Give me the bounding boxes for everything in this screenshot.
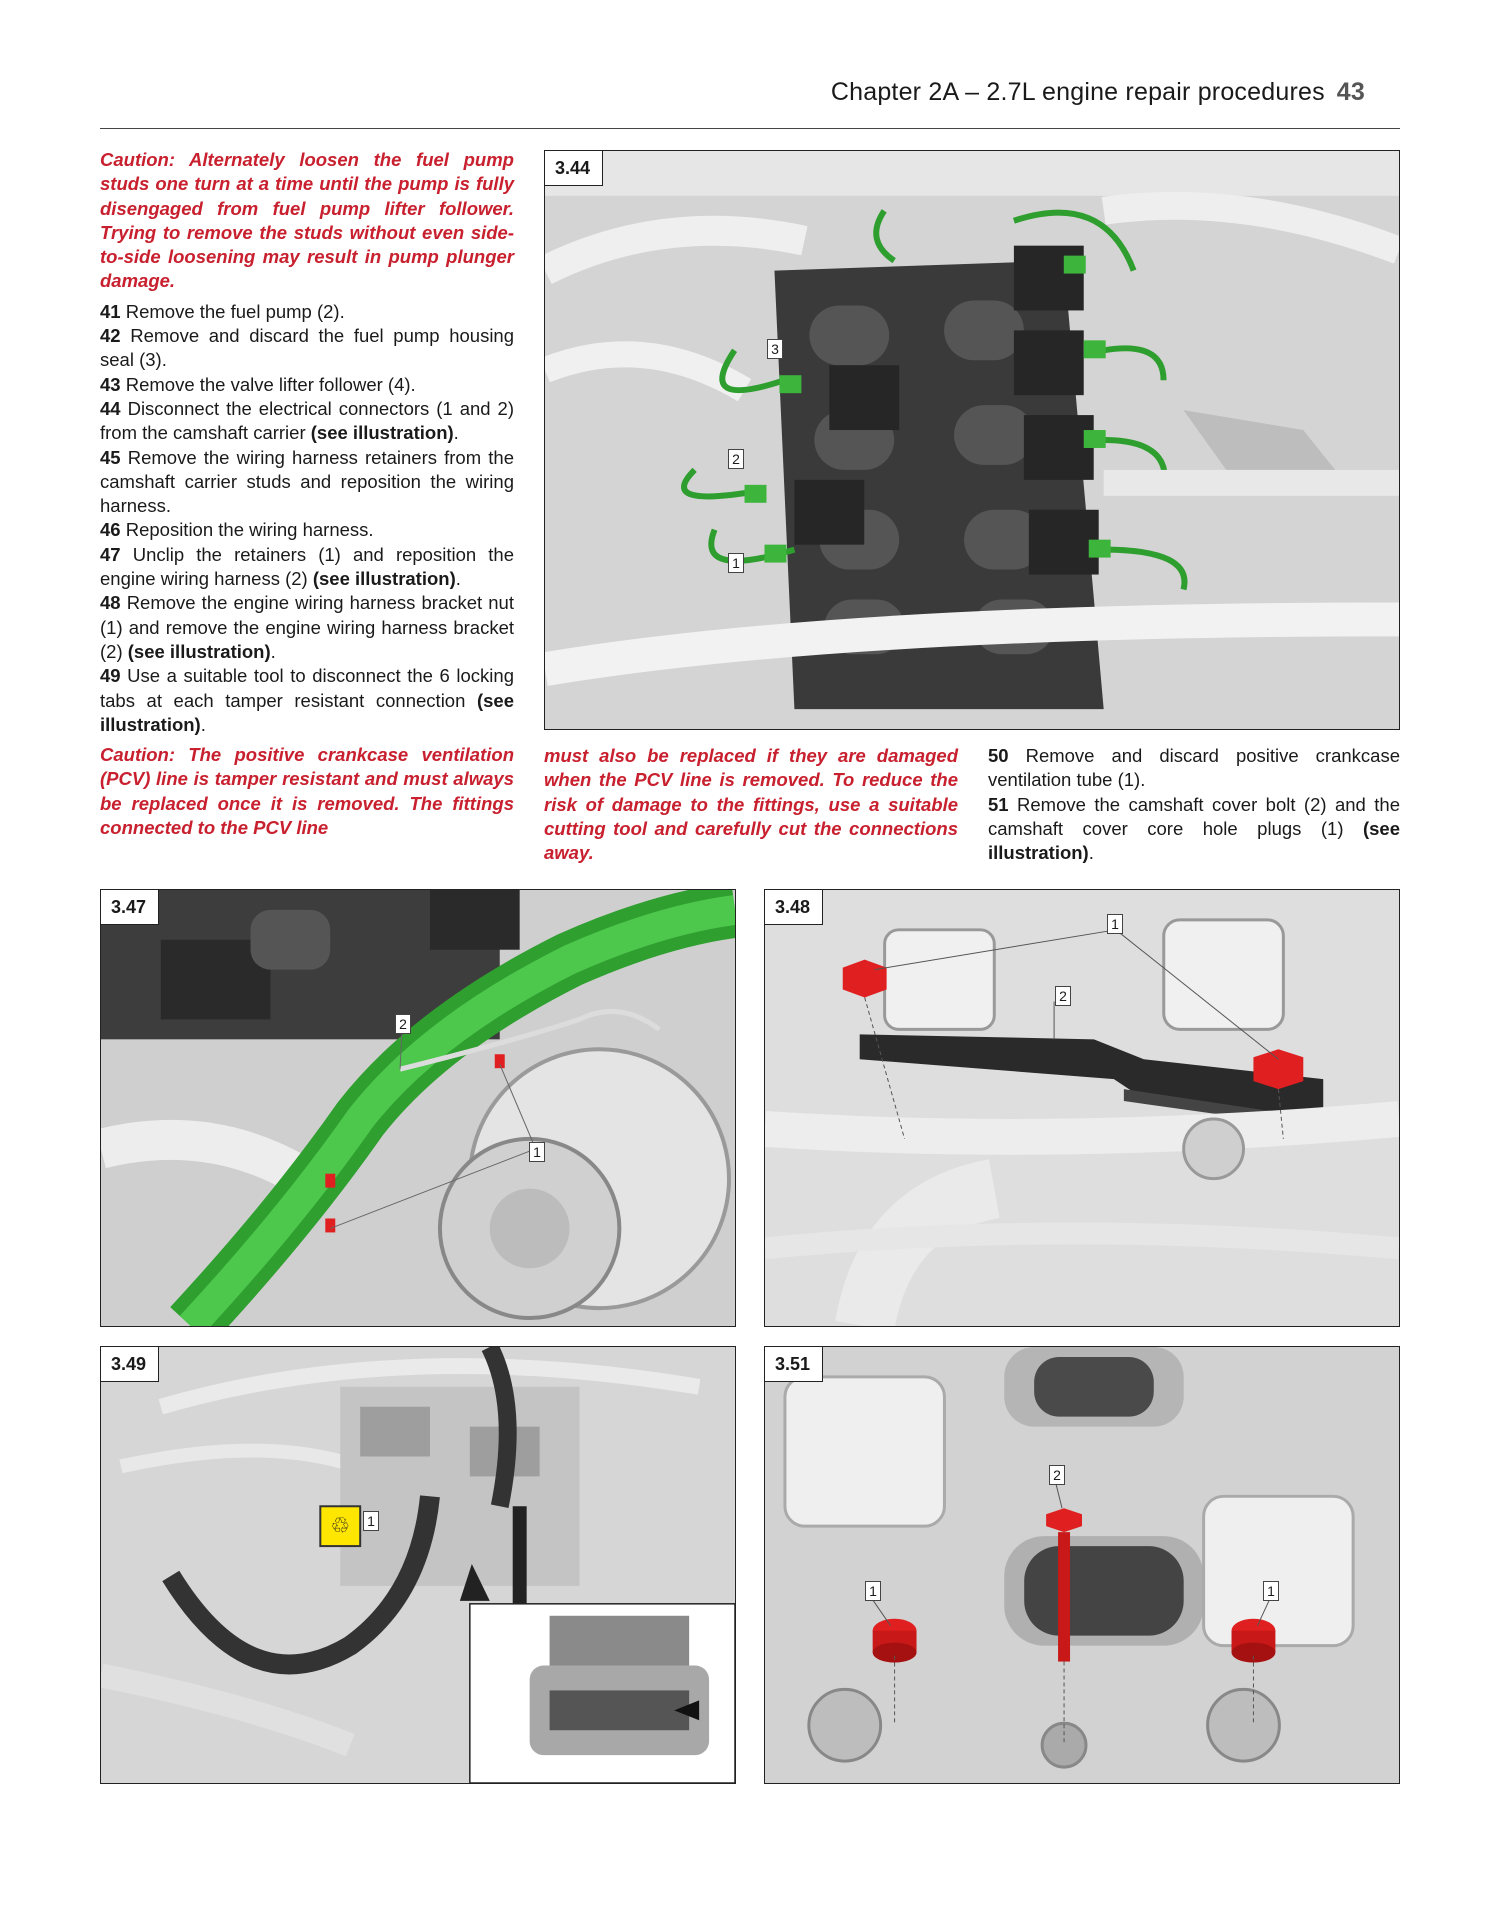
- page-number: 43: [1336, 78, 1365, 106]
- callout-2: 2: [1049, 1465, 1065, 1485]
- figure-label-3-49: 3.49: [101, 1347, 159, 1382]
- callout-1: 1: [529, 1142, 545, 1162]
- callout-1: 1: [1263, 1581, 1279, 1601]
- text-column-left: [100, 148, 514, 840]
- step-42: 42 Remove and discard the fuel pump housing seal (3).: [100, 325, 515, 371]
- figure-3-47: [100, 889, 736, 1327]
- caution-fuel-pump: Caution: Alternately loosen the fuel pump studs one turn at a time until the pump is fully disengaged from fuel pump lifter follower. Trying to remove the studs without even side-to-side loosening may result in pump plunger damage.: [100, 149, 514, 292]
- text-column-middle: [544, 744, 958, 865]
- callout-1: 1: [363, 1511, 379, 1531]
- text-column-right: [988, 744, 1400, 865]
- step-51: 51 Remove the camshaft cover bolt (2) and the camshaft cover core hole plugs (1) (see illustration).: [988, 793, 1400, 864]
- figure-3-51: [764, 1346, 1400, 1784]
- step-50: 50 Remove and discard positive crankcase ventilation tube (1).: [988, 745, 1400, 791]
- figure-3-48: [764, 889, 1400, 1327]
- step-43: 43 Remove the valve lifter follower (4).: [100, 373, 416, 395]
- step-41: 41 Remove the fuel pump (2).: [100, 300, 345, 322]
- caution-pcv-continued: must also be replaced if they are damaged when the PCV line is removed. To reduce the risk of damage to the fittings, use a suitable cutting tool and carefully cut the connections away.: [544, 745, 958, 864]
- figure-3-44: [544, 150, 1400, 730]
- engine-illustration-wiring-harness: [101, 890, 735, 1326]
- step-49: 49 Use a suitable tool to disconnect the 6 locking tabs at each tamper resistant connection (see illustration).: [100, 665, 514, 735]
- engine-illustration-harness-bracket: [765, 890, 1399, 1326]
- step-46: 46 Reposition the wiring harness.: [100, 519, 374, 541]
- caution-pcv-line: Caution: The positive crankcase ventilation (PCV) line is tamper resistant and must always be replaced once it is removed. The fittings connected to the PCV line: [100, 744, 514, 839]
- svg-text:♲: ♲: [330, 1514, 351, 1540]
- callout-2: 2: [728, 449, 744, 469]
- figure-3-49: [100, 1346, 736, 1784]
- figure-label-3-48: 3.48: [765, 890, 823, 925]
- callout-1: 1: [1107, 914, 1123, 934]
- engine-illustration-pcv-line: [101, 1347, 735, 1783]
- figure-label-3-47: 3.47: [101, 890, 159, 925]
- engine-illustration-camshaft-cover: [765, 1347, 1399, 1783]
- callout-1: 1: [865, 1581, 881, 1601]
- header-divider: [100, 128, 1400, 129]
- step-44: 44 Disconnect the electrical connectors (1 and 2) from the camshaft carrier (see illustration).: [100, 397, 514, 444]
- step-45: 45 Remove the wiring harness retainers from the camshaft carrier studs and reposition the wiring harness.: [100, 446, 514, 517]
- callout-2: 2: [395, 1014, 411, 1034]
- step-48: 48 Remove the engine wiring harness bracket nut (1) and remove the engine wiring harness bracket (2) (see illustration).: [100, 592, 514, 662]
- callout-2: 2: [1055, 986, 1071, 1006]
- step-47: 47 Unclip the retainers (1) and reposition the engine wiring harness (2) (see illustration).: [100, 543, 515, 590]
- figure-label-3-51: 3.51: [765, 1347, 823, 1382]
- page-header: [831, 78, 1365, 107]
- figure-label-3-44: 3.44: [545, 151, 603, 186]
- chapter-title: Chapter 2A – 2.7L engine repair procedures: [830, 78, 1325, 106]
- callout-3: 3: [767, 339, 783, 359]
- callout-1: 1: [728, 553, 744, 573]
- engine-illustration-coil-connectors: [545, 151, 1399, 729]
